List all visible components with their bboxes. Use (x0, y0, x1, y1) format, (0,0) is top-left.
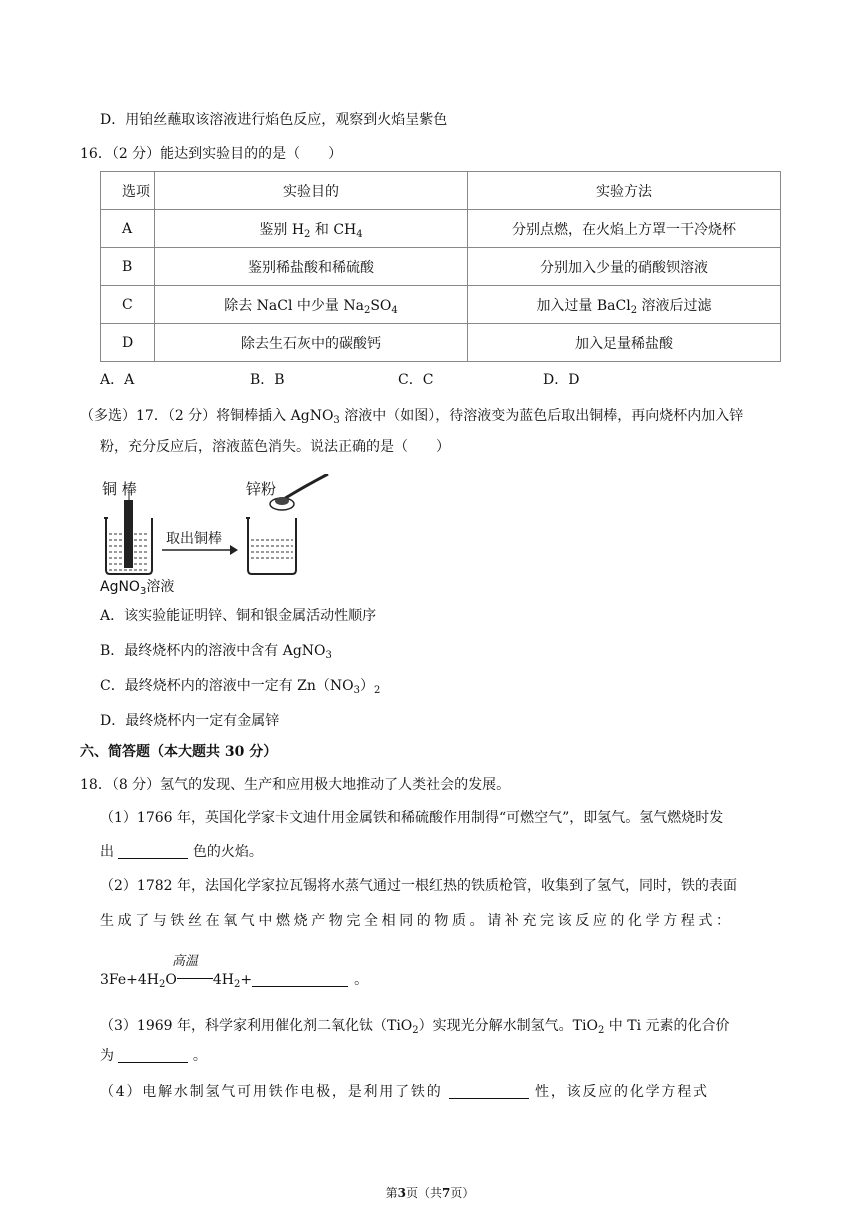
table-cell-method: 分别点燃，在火焰上方罩一干冷烧杯 (468, 210, 781, 248)
footer-text: 页（共 (405, 1186, 442, 1200)
q18-p4-line1 (100, 1082, 709, 1102)
table-cell-option: C (101, 286, 155, 324)
eq-arrow (177, 978, 213, 979)
answer-blank-4[interactable] (449, 1084, 529, 1099)
eq-end: 。 (354, 972, 369, 988)
q17-option-d: D．最终烧杯内一定有金属锌 (100, 713, 280, 729)
q16-choice-b: B．B (250, 372, 285, 388)
q18-p1-line1: （1）1766 年，英国化学家卡文迪什用金属铁和稀硫酸作用制得“可燃空气”，即氢气。氢气燃烧时发 (100, 810, 724, 826)
table-cell-purpose: 除去 NaCl 中少量 $Na_2SO_4$ (155, 286, 468, 324)
table-cell-option: D (101, 324, 155, 362)
q18-p1-text: 出 (100, 844, 119, 860)
table-row (101, 286, 781, 324)
page-total: 7 (442, 1186, 451, 1200)
eq-right: $4H_2+$ (212, 972, 253, 990)
q18-equation (100, 950, 369, 994)
answer-blank-3[interactable] (118, 1048, 188, 1063)
q18-p3-text: 为 (100, 1048, 119, 1064)
q17-figure (100, 474, 340, 600)
footer-text: 页） (450, 1186, 475, 1200)
table-header-cell: 实验目的 (155, 172, 468, 210)
q18-p2-line1: （2）1782 年，法国化学家拉瓦锡将水蒸气通过一根红热的铁质枪管，收集到了氢气，同时，铁的表面 (100, 878, 737, 894)
q16-choice-d: D．D (543, 372, 580, 388)
table-row (101, 248, 781, 286)
table-cell-option: A (101, 210, 155, 248)
label-take-out: 取出铜棒 (166, 531, 222, 547)
copper-rod-icon (124, 500, 133, 568)
q17-stem-line1: （多选）17．（2 分）将铜棒插入 AgNO$_3$ 溶液中（如图），待溶液变为蓝色后取出铜棒，再向烧杯内加入锌 (80, 408, 744, 426)
eq-left: $3Fe+4H_2O$ (100, 972, 177, 990)
table-cell-method: 加入过量 BaCl$_2$ 溶液后过滤 (468, 286, 781, 324)
label-zinc-powder: 锌粉 (246, 480, 277, 498)
q18-p3-text-end: 。 (188, 1048, 207, 1064)
table-header-cell: 选项 (101, 172, 155, 210)
q15-option-d: D．用铂丝蘸取该溶液进行焰色反应，观察到火焰呈紫色 (100, 112, 448, 128)
q17-option-a: A．该实验能证明锌、铜和银金属活动性顺序 (100, 608, 377, 624)
section-title: 六、简答题（本大题共 30 分） (80, 744, 278, 760)
q18-p4-text-end: 性，该反应的化学方程式 (528, 1084, 709, 1100)
table-cell-method: 加入足量稀盐酸 (468, 324, 781, 362)
table-cell-purpose: 鉴别稀盐酸和稀硫酸 (155, 248, 468, 286)
table-row (101, 324, 781, 362)
spoon-icon (270, 474, 328, 510)
q16-choice-c: C．C (398, 372, 434, 388)
table-cell-purpose: 鉴别 $H_2$ 和 $CH_4$ (155, 210, 468, 248)
answer-blank-1[interactable] (118, 844, 188, 859)
q16-choice-a: A．A (100, 372, 135, 388)
page-footer (0, 1184, 860, 1201)
beaker-right-icon (246, 518, 296, 574)
table-cell-purpose: 除去生石灰中的碳酸钙 (155, 324, 468, 362)
table-row (101, 210, 781, 248)
q17-option-b: B．最终烧杯内的溶液中含有 AgNO$_3$ (100, 643, 332, 661)
q18-p1-text-end: 色的火焰。 (188, 844, 263, 860)
table-cell-option: B (101, 248, 155, 286)
q18-p3-line1: （3）1969 年，科学家利用催化剂二氧化钛（TiO$_2$）实现光分解水制氢气。TiO$_2$ 中 Ti 元素的化合价 (100, 1018, 730, 1036)
q18-p4-text: （4）电解水制氢气可用铁作电极，是利用了铁的 (100, 1084, 449, 1100)
q18-p1-line2 (100, 842, 263, 862)
eq-condition: 高温 (172, 954, 199, 969)
label-solution: AgNO$_3$溶液 (100, 579, 175, 597)
q18-stem: 18．（8 分）氢气的发现、生产和应用极大地推动了人类社会的发展。 (80, 777, 511, 793)
q17-option-c: C．最终烧杯内的溶液中一定有 $Zn(NO_3)_2$ (100, 678, 381, 696)
q18-p2-line2: 生成了与铁丝在氧气中燃烧产物完全相同的物质。请补充完该反应的化学方程式： (100, 913, 734, 929)
page-number: 3 (397, 1186, 406, 1200)
q16-table (100, 171, 781, 362)
footer-text: 第 (385, 1186, 398, 1200)
q17-stem-line2: 粉，充分反应后，溶液蓝色消失。说法正确的是（ ） (100, 439, 450, 455)
q16-stem: 16．（2 分）能达到实验目的的是（ ） (80, 146, 343, 162)
table-cell-method: 分别加入少量的硝酸钡溶液 (468, 248, 781, 286)
table-header-cell: 实验方法 (468, 172, 781, 210)
answer-blank-2[interactable] (252, 972, 348, 987)
label-copper-rod: 铜 棒 (102, 480, 137, 498)
q18-p3-line2 (100, 1046, 207, 1066)
eq-body (100, 970, 368, 990)
table-header-row (101, 172, 781, 210)
